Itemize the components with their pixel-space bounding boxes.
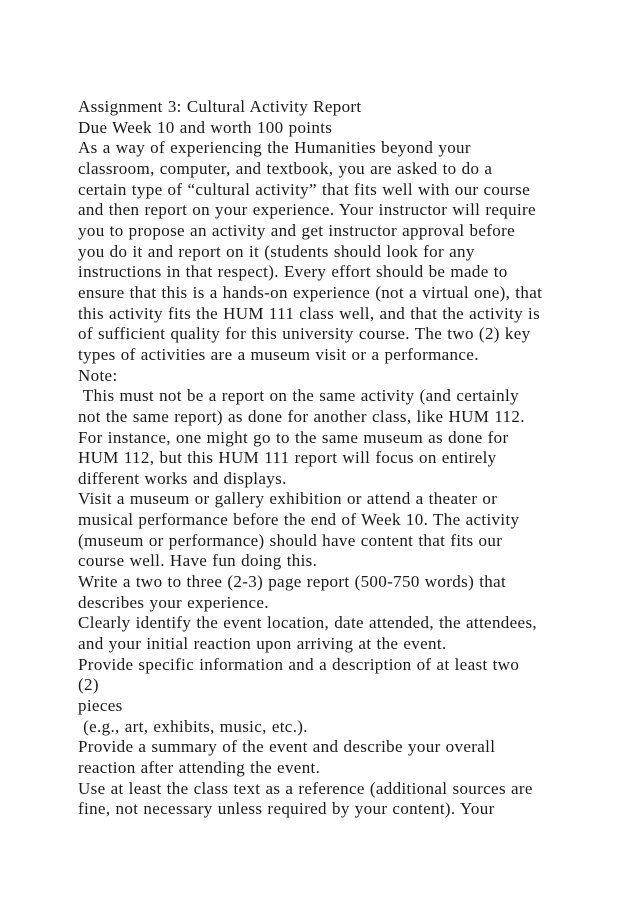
document-body (78, 97, 623, 820)
document-line: (e.g., art, exhibits, music, etc.). (78, 716, 308, 736)
document-line: HUM 112, but this HUM 111 report will focus on entirely (78, 448, 497, 468)
document-line: Clearly identify the event location, date attended, the attendees, (78, 613, 538, 633)
document-line: Visit a museum or gallery exhibition or attend a theater or (78, 489, 498, 509)
document-line: this activity fits the HUM 111 class well, and that the activity is (78, 303, 541, 323)
document-line: fine, not necessary unless required by your content). Your (78, 799, 495, 819)
document-line: Use at least the class text as a reference (additional sources are (78, 778, 533, 798)
document-line: different works and displays. (78, 468, 287, 488)
document-line: Assignment 3: Cultural Activity Report (78, 97, 362, 116)
document-line: you do it and report on it (students should look for any (78, 241, 475, 261)
document-line: you to propose an activity and get instructor approval before (78, 220, 516, 240)
document-line: classroom, computer, and textbook, you are asked to do a (78, 158, 493, 178)
document-line: describes your experience. (78, 592, 269, 612)
document-line: Note: (78, 365, 118, 385)
document-line: instructions in that respect). Every effort should be made to (78, 262, 508, 282)
document-line: ensure that this is a hands-on experience (not a virtual one), that (78, 282, 543, 302)
document-line: As a way of experiencing the Humanities beyond your (78, 138, 471, 158)
document-line: (museum or performance) should have content that fits our (78, 530, 503, 550)
document-line: not the same report) as done for another class, like HUM 112. (78, 406, 525, 426)
document-line: reaction after attending the event. (78, 758, 321, 777)
document-line: and your initial reaction upon arriving at the event. (78, 634, 447, 654)
document-line: This must not be a report on the same activity (and certainly (78, 386, 519, 406)
document-line: Due Week 10 and worth 100 points (78, 117, 333, 137)
document-line: (2) (78, 675, 99, 695)
document-line: of sufficient quality for this university course. The two (2) key (78, 324, 531, 344)
document-line: and then report on your experience. Your instructor will require (78, 200, 536, 220)
document-line: certain type of “cultural activity” that fits well with our course (78, 179, 531, 199)
document-line: Provide specific information and a description of at least two (78, 654, 520, 674)
document-line: Provide a summary of the event and describe your overall (78, 737, 496, 757)
document-line: types of activities are a museum visit or a performance. (78, 344, 479, 364)
document-line: pieces (78, 696, 123, 716)
document-line: musical performance before the end of Week 10. The activity (78, 510, 520, 530)
document-line: For instance, one might go to the same museum as done for (78, 427, 509, 447)
document-line: Write a two to three (2-3) page report (500-750 words) that (78, 572, 507, 592)
document-line: course well. Have fun doing this. (78, 551, 318, 571)
